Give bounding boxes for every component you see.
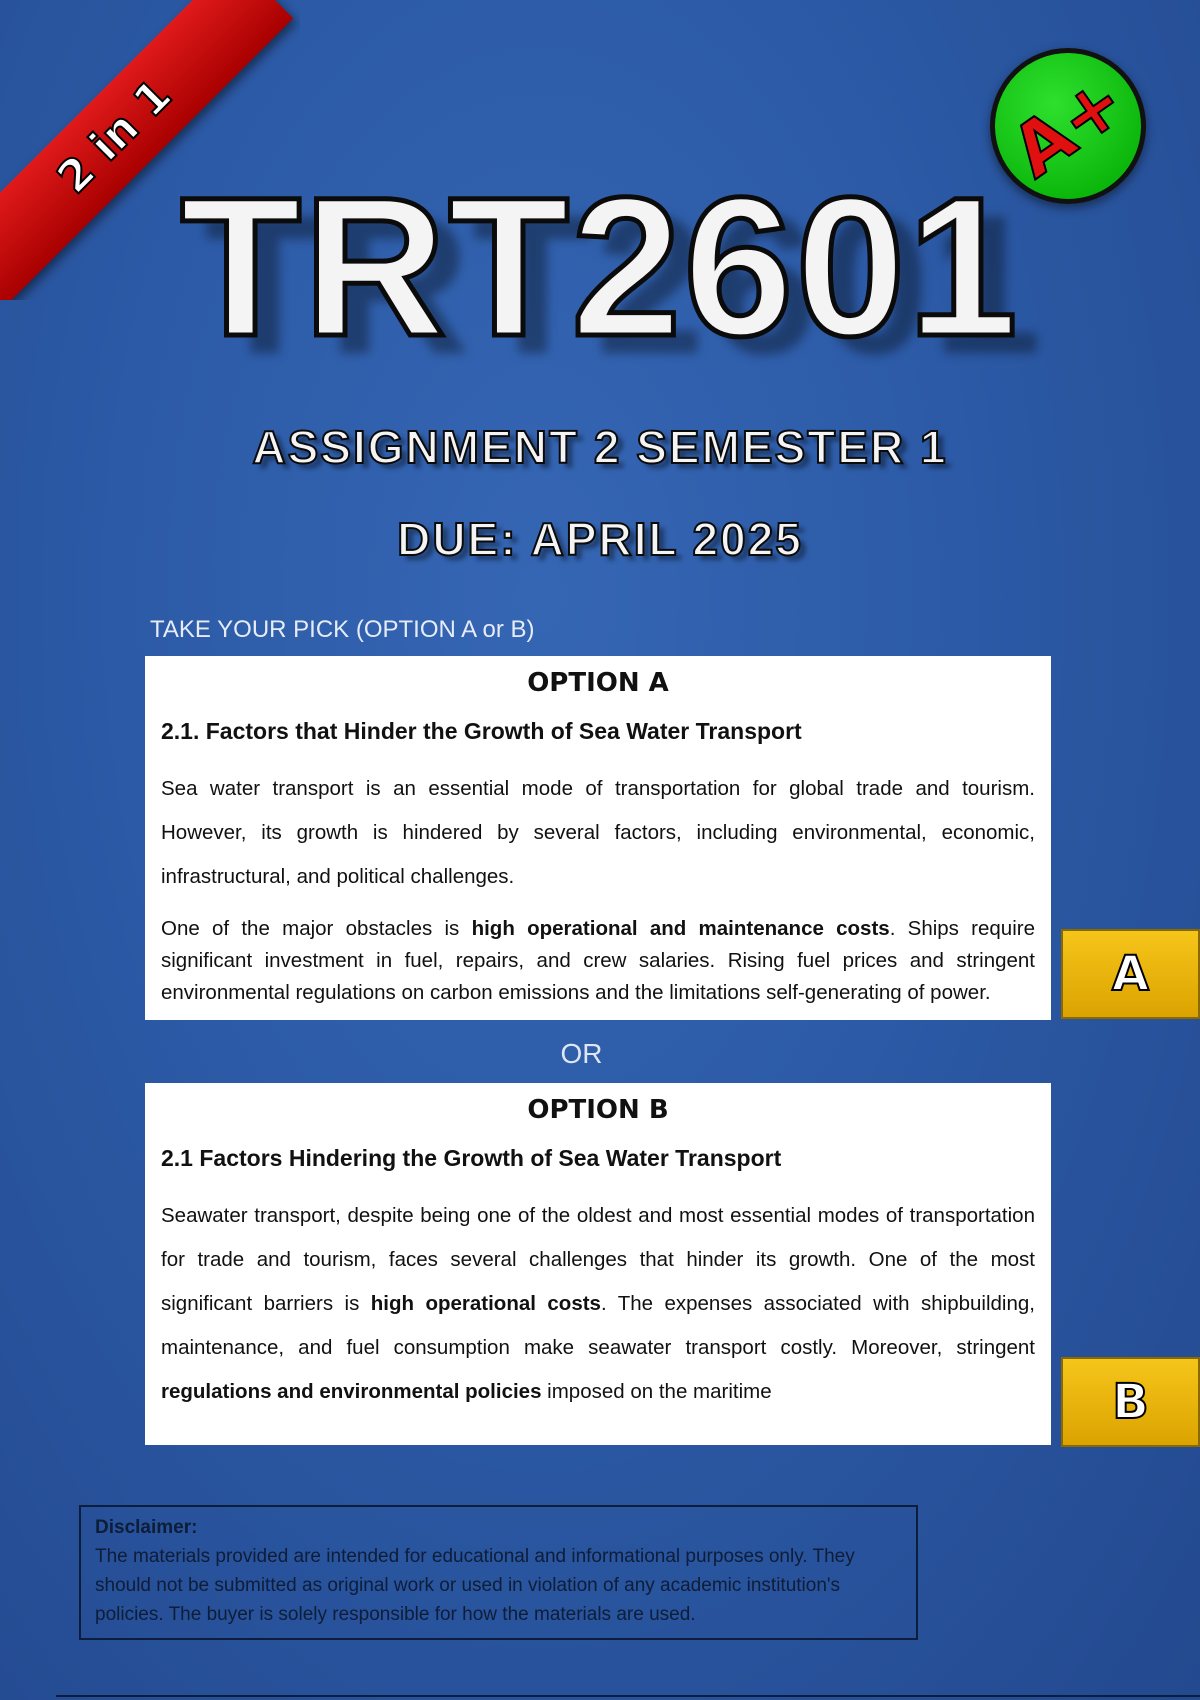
assignment-subtitle: ASSIGNMENT 2 SEMESTER 1 <box>252 421 948 473</box>
option-b-paragraph: Seawater transport, despite being one of the oldest and most essential modes of transportation for trade and tourism, faces several challenges that hinder its growth. One of the most significant barriers is high operational costs. The expenses associated with shipbuilding, maintenance, and fuel consumption make seawater transport costly. Moreover, stringent regulations and environmental policies imposed on the maritime <box>161 1204 1035 1403</box>
course-code-title: TRT2601 <box>180 156 1020 377</box>
option-a-paragraph-1: Sea water transport is an essential mode of transportation for global trade and tourism. However, its growth is hindered by several factors, including environmental, economic, infrastructural, and political challenges. <box>161 777 1035 888</box>
option-a-heading: 2.1. Factors that Hinder the Growth of Sea Water Transport <box>161 718 802 744</box>
or-separator: OR <box>560 1038 603 1069</box>
disclaimer-title: Disclaimer: <box>95 1517 198 1538</box>
disclaimer-text: The materials provided are intended for educational and informational purposes only. They should not be submitted as original work or used in violation of any academic institution's policies. The buyer is solely responsible for how the materials are used. <box>95 1546 855 1625</box>
option-b-emphasis-1: high operational costs <box>370 1292 601 1315</box>
option-b-card <box>145 1083 1051 1445</box>
option-a-card <box>145 656 1051 1020</box>
due-date: DUE: APRIL 2025 <box>397 513 803 565</box>
option-a-title: OPTION A <box>527 668 669 698</box>
option-b-emphasis-2: regulations and environmental policies <box>161 1380 542 1403</box>
option-b-tab: B <box>1061 1357 1200 1447</box>
bottom-divider <box>56 1695 1200 1697</box>
disclaimer-box <box>79 1505 918 1640</box>
grade-badge-label: A+ <box>996 58 1140 194</box>
option-a-tab: A <box>1061 929 1200 1019</box>
option-b-title: OPTION B <box>527 1095 669 1125</box>
pick-label: TAKE YOUR PICK (OPTION A or B) <box>150 616 535 643</box>
option-a-paragraph-2: One of the major obstacles is high operational and maintenance costs. Ships require significant investment in fuel, repairs, and crew salaries. Rising fuel prices and stringent environmental regulations on carbon emissions and the limitations self-generating of power. <box>161 917 1035 1004</box>
option-a-emphasis: high operational and maintenance costs <box>471 917 890 940</box>
option-b-heading: 2.1 Factors Hindering the Growth of Sea Water Transport <box>161 1145 782 1171</box>
two-in-one-ribbon: 2 in 1 <box>0 0 293 300</box>
